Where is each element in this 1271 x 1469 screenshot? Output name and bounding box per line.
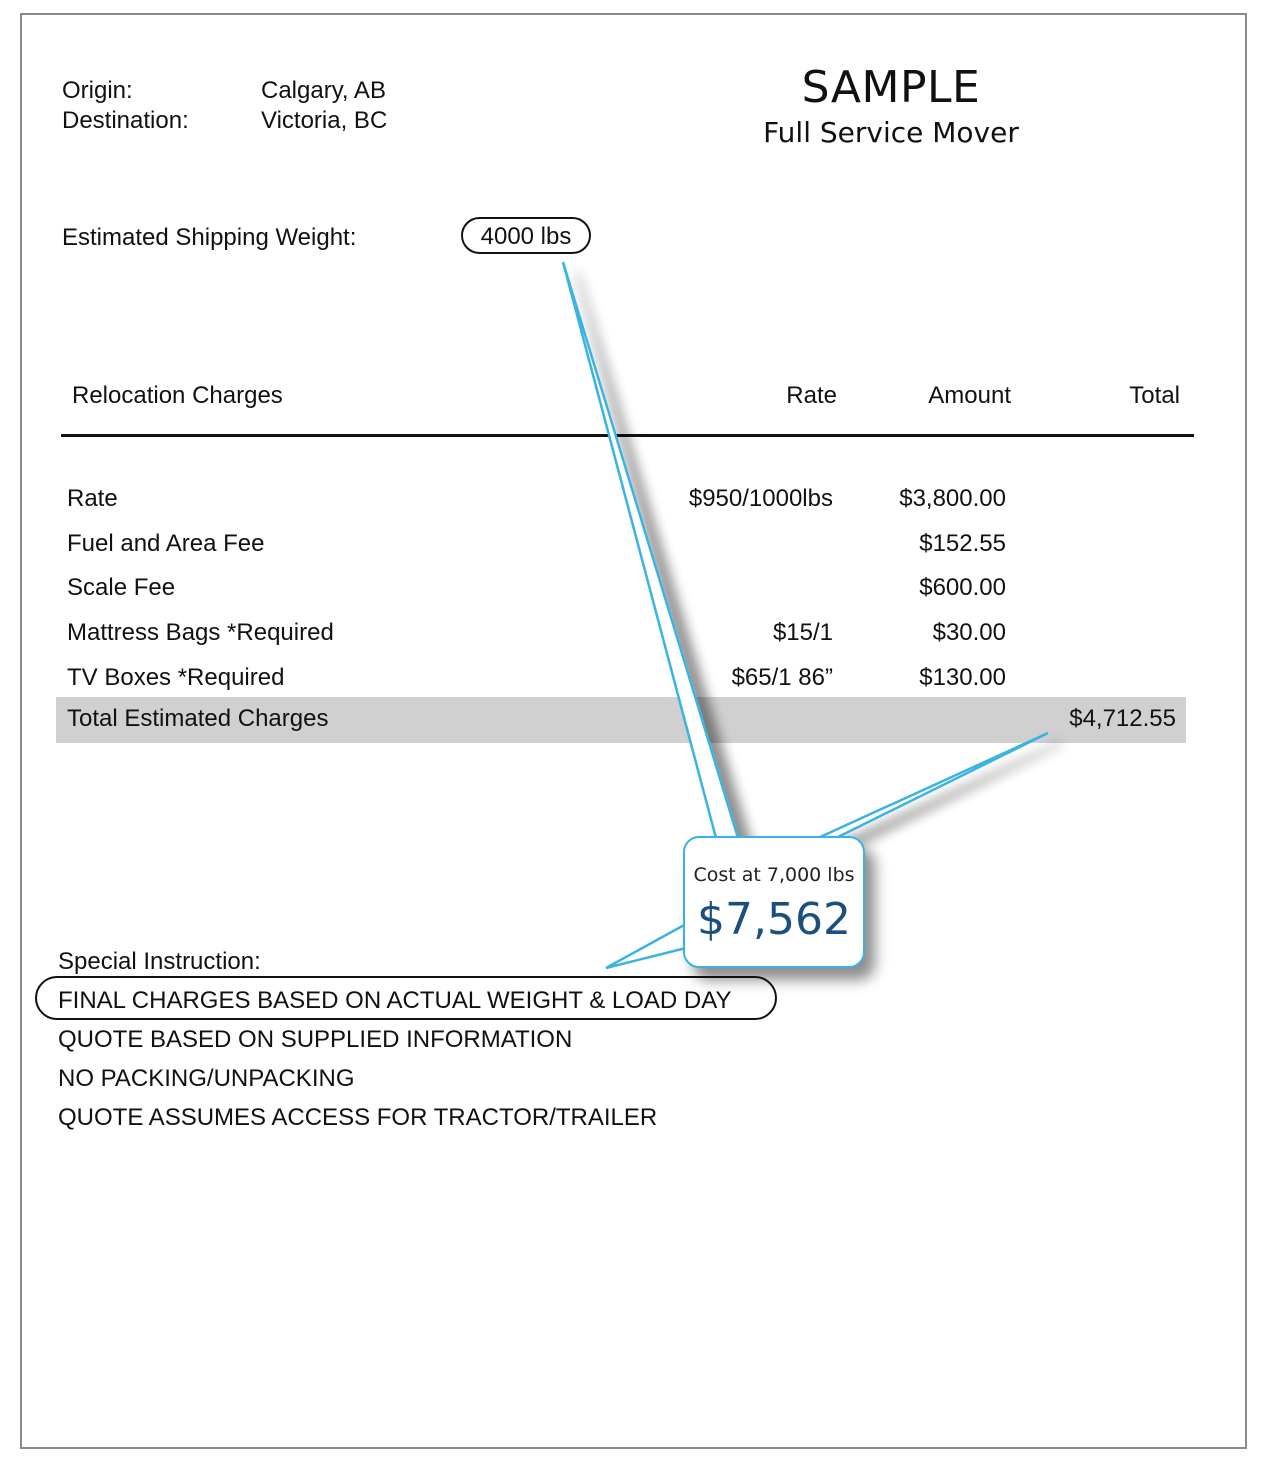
total-value: $4,712.55 [1069, 705, 1176, 732]
total-label: Total Estimated Charges [67, 705, 329, 732]
pointer-to-weight [563, 262, 738, 838]
row-name: Scale Fee [67, 574, 176, 601]
weight-value: 4000 lbs [480, 223, 572, 250]
col-header-total: Total [1129, 382, 1180, 409]
row-amount: $600.00 [919, 574, 1006, 601]
instruction-item: QUOTE BASED ON SUPPLIED INFORMATION [58, 1026, 573, 1053]
instruction-item: FINAL CHARGES BASED ON ACTUAL WEIGHT & LOAD DAY [58, 987, 732, 1014]
instruction-item: QUOTE ASSUMES ACCESS FOR TRACTOR/TRAILER [58, 1104, 658, 1131]
cost-callout [683, 836, 865, 968]
row-amount: $3,800.00 [899, 485, 1006, 512]
col-header-amount: Amount [928, 382, 1011, 409]
origin-value: Calgary, AB [261, 77, 386, 104]
row-rate: $15/1 [772, 619, 833, 646]
row-rate: $950/1000lbs [688, 485, 833, 512]
row-name: Rate [67, 485, 118, 512]
callout-value: $7,562 [697, 894, 851, 945]
row-amount: $152.55 [919, 530, 1006, 557]
row-name: Mattress Bags *Required [67, 619, 334, 646]
instructions-heading: Special Instruction: [58, 948, 261, 975]
destination-value: Victoria, BC [261, 107, 388, 134]
col-header-rate: Rate [786, 382, 837, 409]
row-name: TV Boxes *Required [67, 664, 285, 691]
document-title: SAMPLE [801, 62, 981, 113]
callout-label: Cost at 7,000 lbs [693, 864, 855, 886]
row-amount: $130.00 [919, 664, 1006, 691]
col-header-charges: Relocation Charges [72, 382, 283, 409]
row-amount: $30.00 [932, 619, 1006, 646]
pointer-to-instruction [606, 924, 686, 968]
weight-label: Estimated Shipping Weight: [62, 224, 357, 251]
document-subtitle: Full Service Mover [763, 116, 1019, 149]
instruction-item: NO PACKING/UNPACKING [58, 1065, 355, 1092]
pointer-to-total [818, 733, 1048, 838]
row-name: Fuel and Area Fee [67, 530, 265, 557]
origin-label: Origin: [62, 77, 133, 104]
destination-label: Destination: [62, 107, 189, 134]
row-rate: $65/1 86” [731, 664, 833, 691]
